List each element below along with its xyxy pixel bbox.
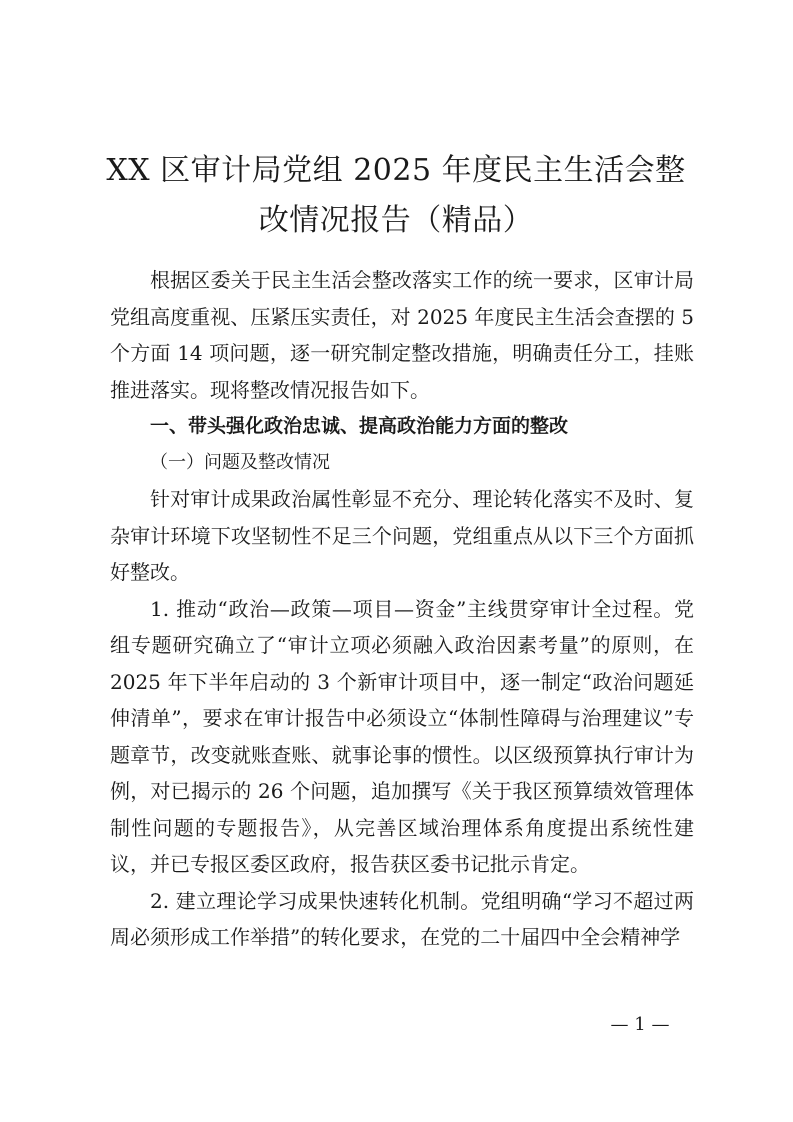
section-heading: 一、带头强化政治忠诚、提高政治能力方面的整改	[150, 415, 569, 437]
body-paragraph: 2. 建立理论学习成果快速转化机制。党组明确“学习不超过两周必须形成工作举措”的转化要求，在党的二十届四中全会精神学	[110, 888, 694, 949]
intro-paragraph: 根据区委关于民主生活会整改落实工作的统一要求，区审计局党组高度重视、压紧压实责任，对 2025 年度民主生活会查摆的 5 个方面 14 项问题，逐一研究制定整改措施，明确责任分工，挂账推进落实。现将整改情况报告如下。	[110, 268, 694, 402]
page-number: — 1 —	[610, 1014, 670, 1035]
subsection-heading: （一）问题及整改情况	[150, 451, 330, 473]
document-body	[110, 262, 694, 956]
document-title: XX 区审计局党组 2025 年度民主生活会整改情况报告（精品）	[106, 153, 686, 238]
body-paragraph: 1. 推动“政治—政策—项目—资金”主线贯穿审计全过程。党组专题研究确立了“审计立项必须融入政治因素考量”的原则，在 2025 年下半年启动的 3 个新审计项目中，逐一制定“政治问题延伸清单”，要求在审计报告中必须设立“体制性障碍与治理建议”专题章节，改变就账查账、就事论事的惯性。以区级预算执行审计为例，对已揭示的 26 个问题，追加撰写《关于我区预算绩效管理体制性问题的专题报告》，从完善区域治理体系角度提出系统性建议，并已专报区委区政府，报告获区委书记批示肯定。	[110, 596, 694, 876]
body-paragraph: 针对审计成果政治属性彰显不充分、理论转化落实不及时、复杂审计环境下攻坚韧性不足三个问题，党组重点从以下三个方面抓好整改。	[110, 487, 694, 584]
